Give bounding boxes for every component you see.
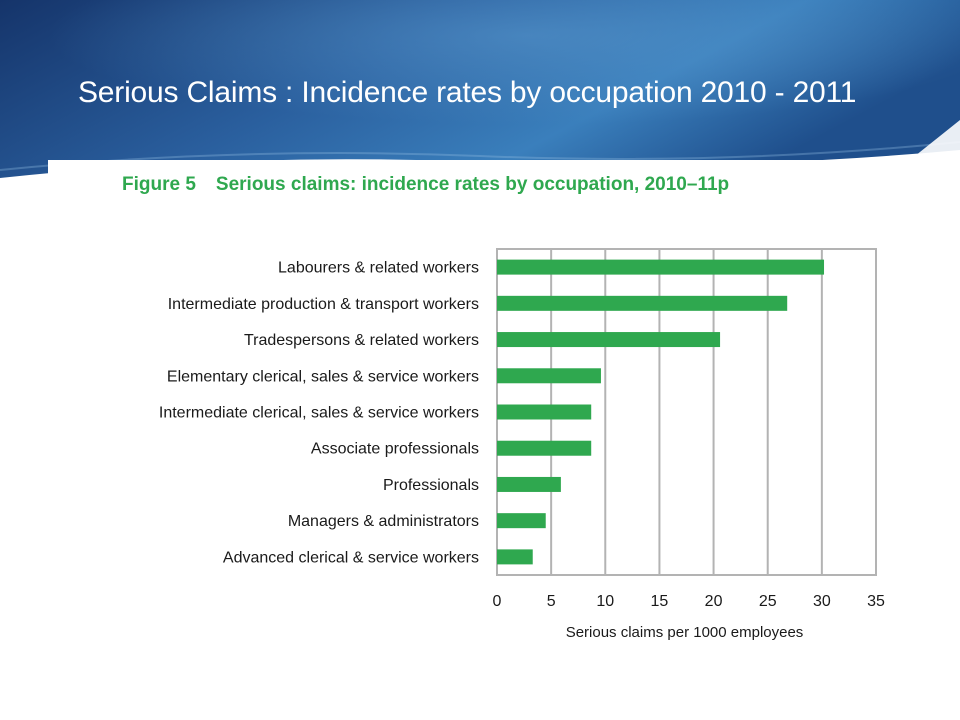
category-label: Professionals [382, 476, 479, 494]
category-label: Advanced clerical & service workers [222, 549, 479, 567]
bar [497, 296, 787, 311]
bar [497, 441, 591, 456]
category-label: Intermediate clerical, sales & service workers [158, 404, 479, 422]
category-label: Intermediate production & transport workers [167, 295, 479, 313]
x-tick-label: 0 [492, 593, 502, 610]
x-tick-label: 10 [596, 593, 615, 610]
bar [497, 405, 591, 420]
x-tick-label: 5 [546, 593, 556, 610]
figure-caption: Serious claims: incidence rates by occupation, 2010–11p [215, 174, 730, 195]
figure-number: Figure 5 [122, 174, 196, 195]
x-tick-label: 30 [812, 593, 831, 610]
bar [497, 368, 601, 383]
category-label: Associate professionals [310, 440, 479, 458]
x-tick-label: 15 [650, 593, 669, 610]
slide-title: Serious Claims : Incidence rates by occupation 2010 - 2011 [78, 76, 857, 109]
bar [497, 332, 720, 347]
bar [497, 549, 533, 564]
category-label: Tradespersons & related workers [243, 332, 479, 350]
category-label: Managers & administrators [287, 513, 479, 531]
x-axis-title: Serious claims per 1000 employees [565, 624, 804, 641]
bar [497, 513, 546, 528]
x-tick-label: 25 [758, 593, 777, 610]
bar [497, 260, 824, 275]
x-tick-label: 35 [867, 593, 885, 610]
category-label: Labourers & related workers [278, 259, 479, 277]
bar [497, 477, 561, 492]
x-tick-label: 20 [704, 593, 723, 610]
category-label: Elementary clerical, sales & service workers [166, 368, 479, 386]
